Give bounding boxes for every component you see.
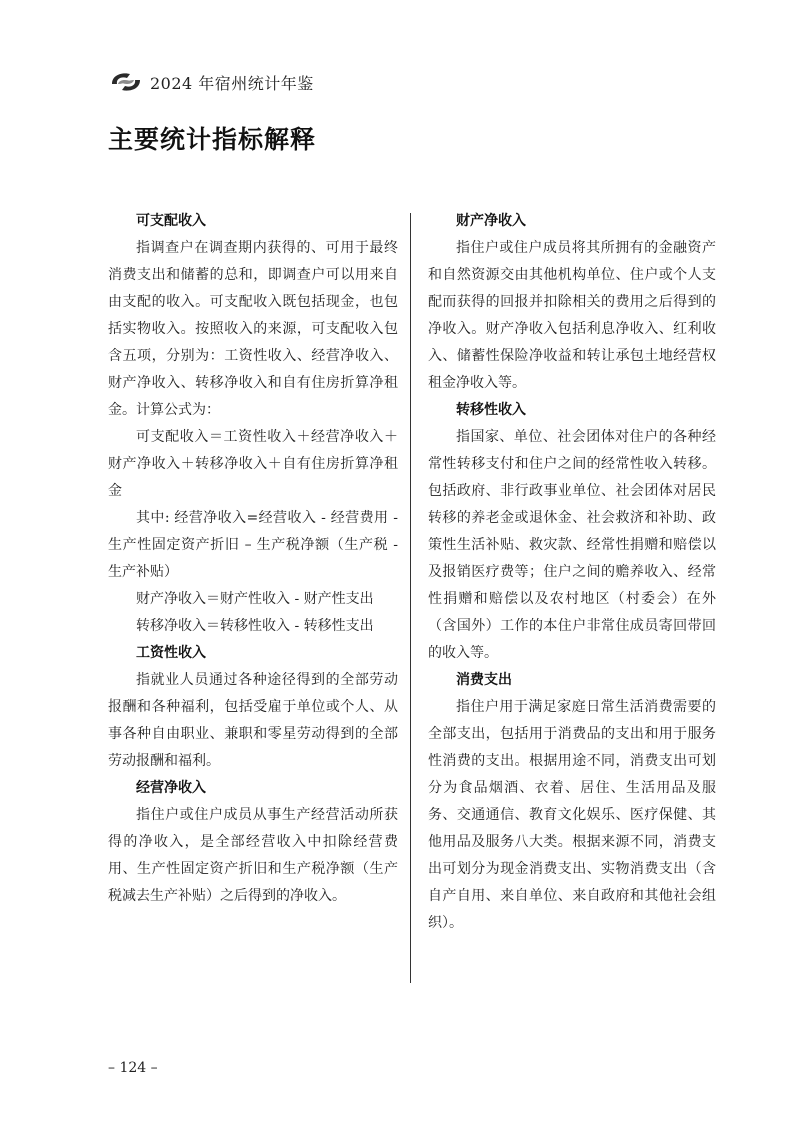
right-column	[428, 208, 716, 937]
yearbook-title: 2024 年宿州统计年鉴	[150, 73, 314, 93]
paragraph-wage-income: 指就业人员通过各种途径得到的全部劳动报酬和各种福利，包括受雇于单位或个人、从事各种自由职业、兼职和零星劳动得到的全部劳动报酬和福利。	[108, 672, 398, 769]
paragraph-consumption: 指住户用于满足家庭日常生活消费需要的全部支出，包括用于消费品的支出和用于服务性消费的支出。根据用途不同，消费支出可划分为食品烟酒、衣着、居住、生活用品及服务、交通通信、教育文化娱乐、医疗保健、其他用品及服务八大类。根据来源不同，消费支出可划分为现金消费支出、实物消费支出（含自产自用、来自单位、来自政府和其他社会组织）。	[428, 699, 716, 931]
section-heading-business-income: 经营净收入	[136, 780, 206, 796]
formula-property-net-income: 财产净收入＝财产性收入 - 财产性支出	[136, 591, 374, 607]
section-heading-disposable-income: 可支配收入	[136, 213, 206, 229]
paragraph-business-income: 指住户或住户成员从事生产经营活动所获得的净收入，是全部经营收入中扣除经营费用、生产性固定资产折旧和生产税净额（生产税减去生产补贴）之后得到的净收入。	[108, 807, 398, 904]
formula-disposable-income: 可支配收入＝工资性收入＋经营净收入＋财产净收入＋转移净收入＋自有住房折算净租金	[108, 429, 398, 499]
section-heading-property-income: 财产净收入	[456, 213, 526, 229]
formula-business-net-income: 其中: 经营净收入=经营收入 - 经营费用 - 生产性固定资产折旧 – 生产税净额（生产税 - 生产补贴）	[108, 510, 398, 580]
formula-transfer-net-income: 转移净收入＝转移性收入 - 转移性支出	[136, 618, 374, 634]
page-header	[108, 66, 314, 98]
page-number: – 124 –	[108, 1060, 158, 1076]
section-heading-transfer-income: 转移性收入	[456, 402, 526, 418]
section-heading-consumption: 消费支出	[456, 672, 512, 688]
left-column	[108, 208, 398, 910]
paragraph-property-income: 指住户或住户成员将其所拥有的金融资产和自然资源交由其他机构单位、住户或个人支配而获得的回报并扣除相关的费用之后得到的净收入。财产净收入包括利息净收入、红利收入、储蓄性保险净收益和转让承包土地经营权租金净收入等。	[428, 240, 716, 391]
paragraph-transfer-income: 指国家、单位、社会团体对住户的各种经常性转移支付和住户之间的经常性收入转移。包括政府、非行政事业单位、社会团体对居民转移的养老金或退休金、社会救济和补助、政策性生活补贴、救灾款、经常性捐赠和赔偿以及报销医疗费等；住户之间的赡养收入、经常性捐赠和赔偿以及农村地区（村委会）在外（含国外）工作的本住户非常住成员寄回带回的收入等。	[428, 429, 716, 661]
page-title: 主要统计指标解释	[108, 125, 317, 154]
paragraph-disposable-income: 指调查户在调查期内获得的、可用于最终消费支出和储蓄的总和，即调查户可以用来自由支配的收入。可支配收入既包括现金，也包括实物收入。按照收入的来源，可支配收入包含五项，分别为：工资性收入、经营净收入、财产净收入、转移净收入和自有住房折算净租金。计算公式为：	[108, 240, 398, 418]
column-divider	[410, 213, 411, 983]
section-heading-wage-income: 工资性收入	[136, 645, 206, 661]
yearbook-logo-icon	[108, 70, 144, 94]
